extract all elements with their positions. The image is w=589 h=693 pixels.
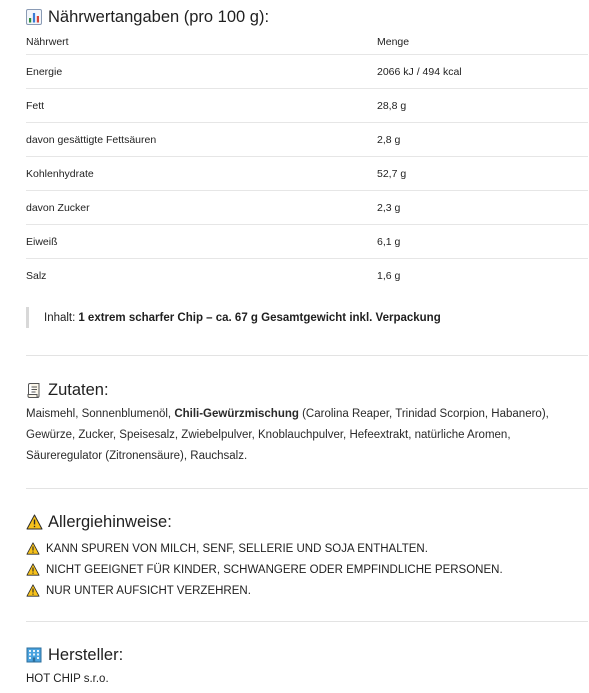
nutrition-title: Nährwertangaben (pro 100 g):: [48, 7, 270, 26]
divider: [26, 621, 588, 622]
list-item: [26, 580, 503, 601]
allergy-text: NICHT GEEIGNET FÜR KINDER, SCHWANGERE ODER EMPFINDLICHE PERSONEN.: [46, 563, 503, 576]
nutrition-table: [26, 30, 588, 292]
manufacturer-title: Hersteller:: [48, 645, 124, 664]
header-amount: Menge: [377, 30, 588, 55]
nutrient-cell: Kohlenhydrate: [26, 157, 377, 191]
amount-cell: 1,6 g: [377, 269, 401, 282]
content-note: [26, 307, 441, 328]
amount-cell: 2066 kJ / 494 kcal: [377, 55, 588, 89]
allergy-title: Allergiehinweise:: [48, 512, 172, 531]
table-row: [26, 55, 588, 89]
allergy-list: [26, 538, 503, 601]
nutrient-cell: davon gesättigte Fettsäuren: [26, 123, 377, 157]
amount-cell: 52,7 g: [377, 157, 588, 191]
nutrient-cell: Salz: [26, 269, 47, 282]
amount-cell: 2,3 g: [377, 191, 588, 225]
list-item: [26, 538, 503, 559]
warning-icon: [26, 542, 40, 555]
table-header-row: [26, 30, 588, 55]
warning-icon: [26, 584, 40, 597]
nutrient-cell: Energie: [26, 55, 377, 89]
bar-chart-icon: [26, 9, 42, 25]
ingredients-text-part: (Carolina Reaper, Trinidad Scorpion, Habanero), Gewürze, Zucker, Speisesalz, Zwiebelpulver, Knoblauchpulver, Hefeextrakt, natürliche Aromen, Säureregulator (Zitronensäure), Rauchsalz.: [26, 408, 549, 462]
ingredients-text-part: Maismehl, Sonnenblumenöl,: [26, 408, 175, 420]
amount-cell: 28,8 g: [377, 89, 588, 123]
table-row: [26, 157, 588, 191]
list-item: [26, 559, 503, 580]
warning-icon: [26, 514, 42, 530]
table-row: [26, 123, 588, 157]
nutrient-cell: davon Zucker: [26, 191, 377, 225]
allergy-text: KANN SPUREN VON MILCH, SENF, SELLERIE UND SOJA ENTHALTEN.: [46, 542, 428, 555]
content-value: 1 extrem scharfer Chip – ca. 67 g Gesamtgewicht inkl. Verpackung: [78, 311, 441, 324]
ingredients-heading: [26, 379, 109, 401]
nutrient-cell: Fett: [26, 89, 377, 123]
allergy-text: NUR UNTER AUFSICHT VERZEHREN.: [46, 584, 251, 597]
scroll-icon: [26, 382, 42, 398]
content-label: Inhalt:: [44, 311, 76, 324]
manufacturer-heading: [26, 644, 123, 666]
nutrition-heading: [26, 6, 269, 28]
header-nutrient: Nährwert: [26, 30, 377, 55]
warning-icon: [26, 563, 40, 576]
office-building-icon: [26, 647, 42, 663]
nutrient-cell: Eiweiß: [26, 225, 377, 259]
ingredients-title: Zutaten:: [48, 380, 109, 399]
ingredients-highlight: Chili-Gewürzmischung: [174, 408, 299, 420]
table-row: [26, 191, 588, 225]
table-row: [26, 259, 588, 293]
divider: [26, 355, 588, 356]
amount-cell: 2,8 g: [377, 123, 588, 157]
amount-cell: 6,1 g: [377, 225, 588, 259]
manufacturer-name: HOT CHIP s.r.o.: [26, 673, 109, 685]
table-row: [26, 225, 588, 259]
ingredients-text: [26, 404, 588, 467]
divider: [26, 488, 588, 489]
table-row: [26, 89, 588, 123]
allergy-heading: [26, 511, 172, 533]
